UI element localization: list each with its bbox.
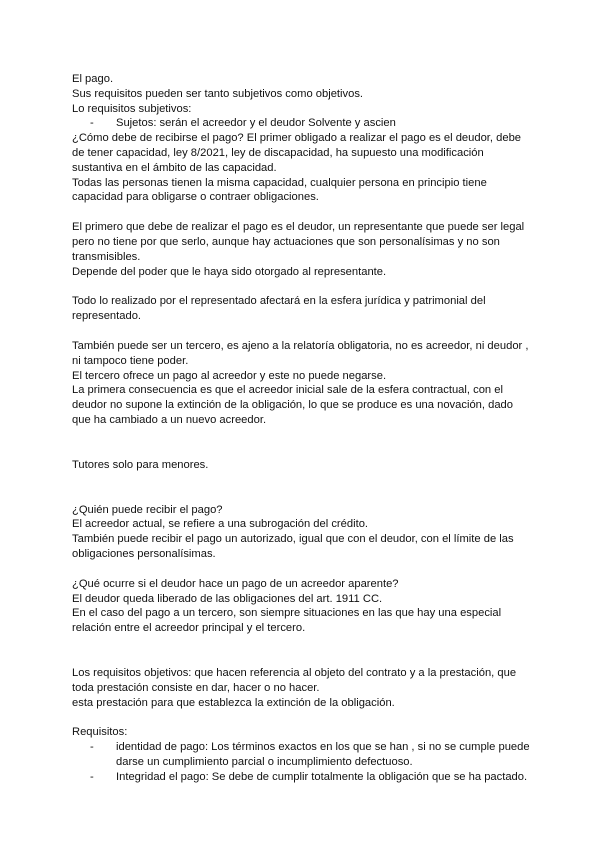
text-line: sustantiva en el ámbito de las capacidad. [72,161,277,174]
text-line: capacidad para obligarse o contraer obligaciones. [72,191,319,204]
text-line: En el caso del pago a un tercero, son siempre situaciones en las que hay una especial [72,607,502,620]
text-line: También puede ser un tercero, es ajeno a la relatoría obligatoria, no es acreedor, ni deudor , [72,339,529,352]
text-line: Todo lo realizado por el representado afectará en la esfera jurídica y patrimonial del [72,295,486,308]
text-line: La primera consecuencia es que el acreedor inicial sale de la esfera contractual, con el [72,384,503,397]
text-line: Depende del poder que le haya sido otorgado al representante. [72,265,387,278]
text-line: representado. [72,310,142,323]
text-line: El tercero ofrece un pago al acreedor y este no puede negarse. [72,369,387,382]
bullet-text: identidad de pago: Los términos exactos en los que se han , si no se cumple puede [116,741,530,754]
text-line: También puede recibir el pago un autorizado, igual que con el deudor, con el límite de las [72,533,514,546]
bullet-dash: - [90,770,94,783]
bullet-text: Sujetos: serán el acreedor y el deudor Solvente y ascien [116,117,396,130]
question-line: ¿Qué ocurre si el deudor hace un pago de un acreedor aparente? [72,577,399,590]
text-line: esta prestación para que establezca la extinción de la obligación. [72,696,395,709]
text-line: transmisibles. [72,250,141,263]
text-line: Los requisitos objetivos: que hacen referencia al objeto del contrato y a la prestación, que [72,666,517,679]
text-line: Requisitos: [72,726,128,739]
bullet-item [72,740,532,755]
text-line: de tener capacidad, ley 8/2021, ley de discapacidad, ha supuesto una modificación [72,146,484,159]
text-line: Tutores solo para menores. [72,458,209,471]
question-line: ¿Quién puede recibir el pago? [72,503,223,516]
doc-title: El pago. [72,73,114,85]
text-line: Lo requisitos subjetivos: [72,102,192,115]
text-line: obligaciones personalísimas. [72,547,216,560]
bullet-item [72,770,532,785]
text-line: pero no tiene por que serlo, aunque hay actuaciones que son personalísimas y no son [72,235,500,248]
text-line: El deudor queda liberado de las obligaciones del art. 1911 CC. [72,592,383,605]
text-line: ¿Cómo debe de recibirse el pago? El primer obligado a realizar el pago es el deudor, debe [72,132,522,145]
text-line: El acreedor actual, se refiere a una subrogación del crédito. [72,518,369,531]
text-line: que ha cambiado a un nuevo acreedor. [72,413,267,426]
bullet-dash: - [90,117,94,130]
text-line: Sus requisitos pueden ser tanto subjetivos como objetivos. [72,87,364,100]
text-line: toda prestación consiste en dar, hacer o no hacer. [72,681,320,694]
bullet-text-continuation: darse un cumplimiento parcial o incumplimiento defectuoso. [116,755,413,768]
bullet-dash: - [90,741,94,754]
bullet-text: Integridad el pago: Se debe de cumplir totalmente la obligación que se ha pactado. [116,770,528,783]
text-line: El primero que debe de realizar el pago es el deudor, un representante que puede ser legal [72,221,525,234]
document-page [72,72,532,784]
text-line: Todas las personas tienen la misma capacidad, cualquier persona en principio tiene [72,176,487,189]
bullet-item [72,116,532,131]
text-line: relación entre el acreedor principal y el tercero. [72,622,306,635]
text-line: deudor no supone la extinción de la obligación, lo que se produce es una novación, dado [72,399,513,412]
text-line: ni tampoco tiene poder. [72,354,189,367]
